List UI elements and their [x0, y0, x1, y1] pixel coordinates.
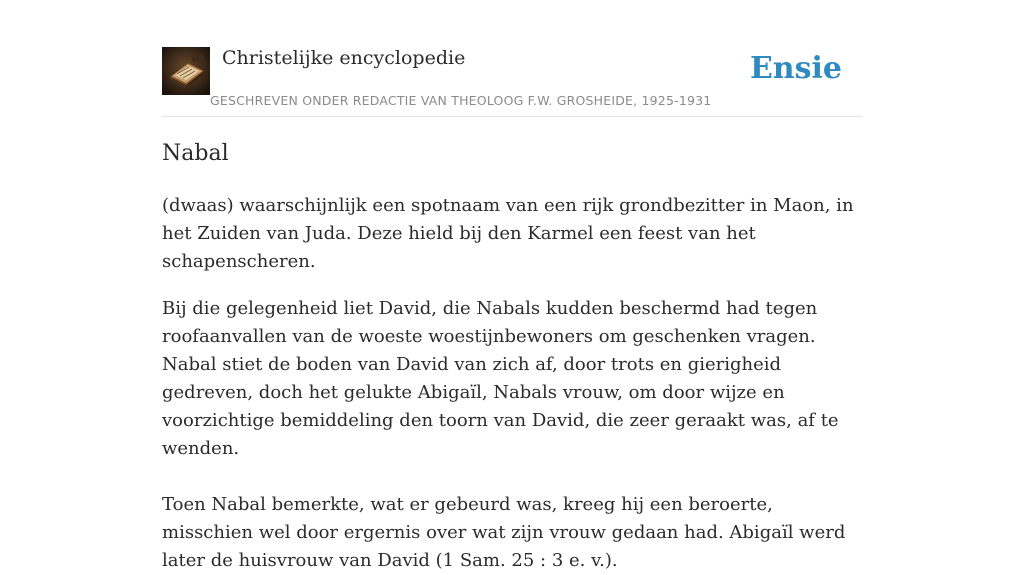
site-title[interactable]: Christelijke encyclopedie	[222, 47, 466, 69]
article-title: Nabal	[162, 141, 229, 166]
avatar[interactable]	[162, 47, 210, 95]
brand-logo[interactable]: Ensie	[749, 51, 842, 86]
article	[162, 138, 862, 575]
article-paragraph: Toen Nabal bemerkte, wat er gebeurd was, kreeg hij een beroerte, misschien wel door ergernis over wat zijn vrouw gedaan had. Abigaïl werd later de huisvrouw van David (1 Sam. 25 : 3 e. v.).	[162, 494, 846, 571]
site-subtitle: GESCHREVEN ONDER REDACTIE VAN THEOLOOG F.W. GROSHEIDE, 1925-1931	[210, 93, 712, 108]
article-paragraph: (dwaas) waarschijnlijk een spotnaam van een rijk grondbezitter in Maon, in het Zuiden van Juda. Deze hield bij den Karmel een feest van het schapenscheren.	[162, 195, 854, 272]
site-header	[162, 46, 862, 117]
book-photo-icon	[162, 47, 210, 95]
article-paragraph: Bij die gelegenheid liet David, die Nabals kudden beschermd had tegen roofaanvallen van de woeste woestijnbewoners om geschenken vragen. Nabal stiet de boden van David van zich af, door trots en gierigheid gedreven, doch het gelukte Abigaïl, Nabals vrouw, om door wijze en voorzichtige bemiddeling den toorn van David, die zeer geraakt was, af te wenden.	[162, 298, 839, 459]
